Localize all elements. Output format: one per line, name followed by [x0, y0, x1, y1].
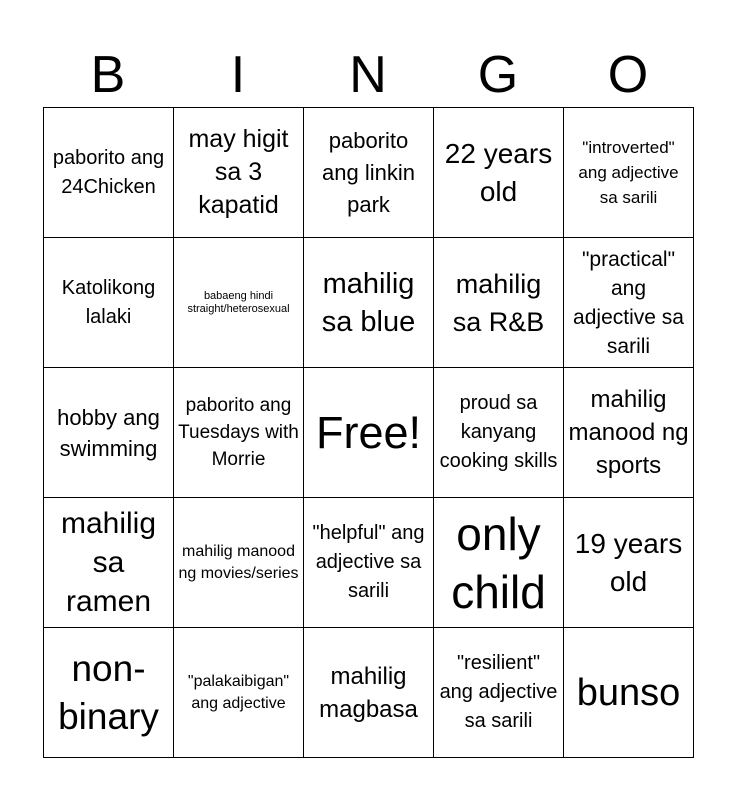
cell-text: babaeng hindi straight/heterosexual: [187, 289, 290, 315]
board-row: [44, 108, 694, 238]
cell-text: "introverted" ang adjective sa sarili: [578, 138, 679, 207]
cell-text: may higit sa 3 kapatid: [188, 125, 289, 219]
bingo-header: [43, 44, 693, 106]
cell-text: "resilient" ang adjective sa sarili: [439, 652, 558, 732]
free-cell[interactable]: [304, 368, 434, 498]
header-letter-o: O: [607, 46, 649, 104]
cell-text: proud sa kanyang cooking skills: [439, 392, 558, 472]
board-row: [44, 498, 694, 628]
cell-text: paborito ang 24Chicken: [52, 146, 165, 198]
bingo-cell[interactable]: [44, 498, 174, 628]
bingo-cell[interactable]: [44, 238, 174, 368]
header-letter-g: G: [477, 46, 519, 104]
bingo-cell[interactable]: [434, 238, 564, 368]
bingo-cell[interactable]: [304, 108, 434, 238]
cell-text: "palakaibigan" ang adjective: [187, 672, 290, 712]
bingo-cell[interactable]: [304, 498, 434, 628]
bingo-cell[interactable]: [304, 238, 434, 368]
bingo-cell[interactable]: [304, 628, 434, 758]
cell-text: mahilig magbasa: [319, 662, 418, 723]
board-row: [44, 628, 694, 758]
bingo-cell[interactable]: [564, 368, 694, 498]
bingo-board: [43, 107, 694, 758]
bingo-cell[interactable]: [434, 498, 564, 628]
board-row: [44, 368, 694, 498]
cell-text: paborito ang Tuesdays with Morrie: [178, 395, 299, 470]
cell-text: "helpful" ang adjective sa sarili: [312, 522, 425, 602]
header-letter-i: I: [230, 46, 246, 104]
cell-text: "practical" ang adjective sa sarili: [573, 247, 684, 358]
bingo-cell[interactable]: [434, 628, 564, 758]
bingo-cell[interactable]: [564, 108, 694, 238]
cell-text: mahilig sa blue: [321, 267, 416, 338]
cell-text: paborito ang linkin park: [322, 127, 415, 217]
bingo-cell[interactable]: [174, 368, 304, 498]
bingo-cell[interactable]: [44, 108, 174, 238]
free-label: Free!: [315, 406, 422, 458]
cell-text: mahilig manood ng sports: [568, 386, 689, 479]
bingo-cell[interactable]: [174, 238, 304, 368]
bingo-cell[interactable]: [44, 628, 174, 758]
header-letter-b: B: [90, 46, 126, 104]
cell-text: bunso: [576, 671, 681, 714]
cell-text: Katolikong lalaki: [61, 276, 156, 328]
cell-text: non-binary: [58, 647, 159, 737]
bingo-cell[interactable]: [174, 108, 304, 238]
bingo-cell[interactable]: [44, 368, 174, 498]
bingo-cell[interactable]: [434, 368, 564, 498]
header-letter-n: N: [349, 46, 387, 104]
bingo-cell[interactable]: [564, 238, 694, 368]
cell-text: mahilig sa R&B: [452, 268, 545, 337]
board-row: [44, 238, 694, 368]
bingo-cell[interactable]: [564, 628, 694, 758]
cell-text: hobby ang swimming: [57, 404, 160, 461]
cell-text: 22 years old: [444, 137, 553, 207]
bingo-cell[interactable]: [564, 498, 694, 628]
bingo-cell[interactable]: [174, 628, 304, 758]
bingo-cell[interactable]: [434, 108, 564, 238]
cell-text: mahilig manood ng movies/series: [178, 542, 299, 582]
bingo-cell[interactable]: [174, 498, 304, 628]
cell-text: only child: [451, 507, 546, 618]
cell-text: 19 years old: [574, 527, 683, 597]
cell-text: mahilig sa ramen: [60, 507, 157, 618]
